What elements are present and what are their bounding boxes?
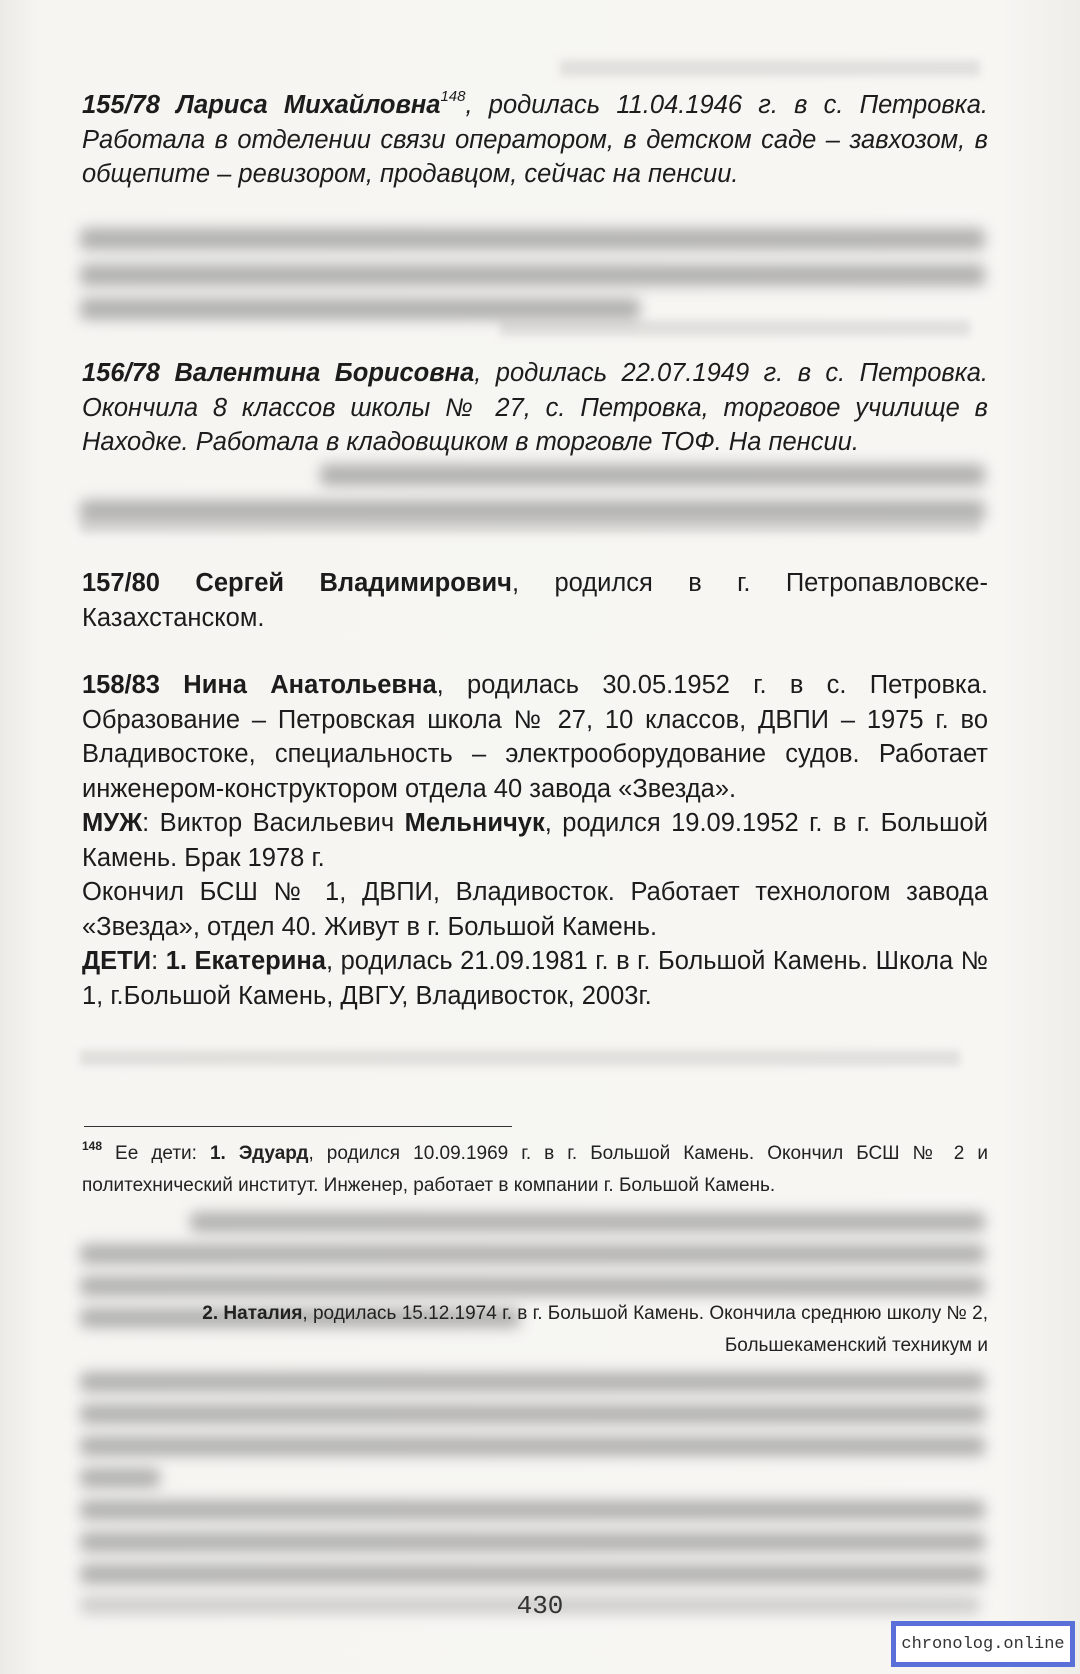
redacted-line: [80, 500, 985, 522]
person-name: Нина Анатольевна: [183, 671, 437, 699]
child-name: 1. Екатерина: [165, 947, 326, 975]
children-label: ДЕТИ: [82, 947, 152, 975]
husband-surname: Мельничук: [404, 809, 545, 837]
entry-code: 158/83: [82, 671, 160, 699]
footnote-divider: [84, 1126, 512, 1127]
husband-name: : Виктор Васильевич: [142, 809, 405, 837]
bleed-through-text: [80, 1050, 960, 1066]
bleed-through-text: [500, 320, 970, 336]
person-name: Лариса Михайловна: [176, 91, 441, 119]
redacted-line: [80, 1468, 160, 1488]
redacted-line: [80, 298, 640, 320]
entry-155: [82, 88, 988, 192]
redacted-line: [80, 1532, 985, 1552]
entry-text: , родилась 11.04.1946 г. в с. Петровка. Работала в отделении связи оператором, в детском саде – завхозом, в общепите – ревизором, продавцом, сейчас на пенсии.: [82, 91, 988, 188]
page-number: 430: [516, 1591, 564, 1621]
redacted-line: [80, 1436, 985, 1456]
footnote-number: 148: [82, 1139, 103, 1153]
child-text: , родилась 21.09.1981 г. в г. Большой Камень. Школа № 1, г.Большой Камень, ДВГУ, Владивосток, 2003г.: [82, 947, 989, 1010]
entry-157: [82, 566, 988, 635]
redacted-line: [80, 1372, 985, 1392]
footnote-child-text: , родился 10.09.1969 г. в г. Большой Камень. Окончил БСШ № 2 и политехнический институт. Инженер, работает в компании г. Большой Камень.: [82, 1143, 988, 1196]
entry-code: 157/80: [82, 569, 160, 597]
watermark-badge: [891, 1621, 1075, 1667]
redacted-line: [320, 464, 985, 486]
redacted-line: [80, 1500, 985, 1520]
redacted-line: [80, 1404, 985, 1424]
person-name: Валентина Борисовна: [174, 359, 475, 387]
entry-text: , родился в г. Петропавловске-Казахстанском.: [82, 569, 988, 632]
footnote-child-name: 1. Эдуард: [209, 1143, 309, 1164]
footnote-intro: Ее дети:: [102, 1143, 210, 1164]
footnote-ref[interactable]: 148: [440, 88, 466, 105]
entry-text: , родилась 22.07.1949 г. в с. Петровка. Окончила 8 классов школы № 27, с. Петровка, торговое училище в Находке. Работала в кладовщиком в торговле ТОФ. На пенсии.: [82, 359, 988, 456]
footnote-child-text: , родилась 15.12.1974 г. в г. Большой Камень. Окончила среднюю школу № 2, Большекаменский техникум и: [302, 1303, 988, 1356]
redacted-line: [80, 1276, 985, 1296]
footnote-148: [82, 1138, 988, 1202]
redacted-line: [190, 1212, 985, 1232]
redacted-line: [80, 1244, 985, 1264]
redacted-line: [80, 228, 985, 250]
watermark-text: chronolog.online: [896, 1626, 1070, 1662]
husband-label: МУЖ: [82, 809, 143, 837]
redacted-line: [80, 264, 985, 286]
husband-text: , родился 19.09.1952 г. в г. Большой Камень. Брак 1978 г.: [82, 809, 988, 872]
redacted-line: [80, 1564, 985, 1584]
entry-code: 155/78: [82, 91, 160, 119]
person-name: Сергей Владимирович: [195, 569, 512, 597]
bleed-through-text: [560, 60, 980, 76]
entry-156: [82, 356, 988, 460]
footnote-child-name: 2. Наталия: [202, 1303, 303, 1324]
husband-details: Окончил БСШ № 1, ДВПИ, Владивосток. Работает технологом завода «Звезда», отдел 40. Живут в г. Большой Камень.: [82, 878, 988, 941]
entry-text: , родилась 30.05.1952 г. в с. Петровка. Образование – Петровская школа № 27, 10 классов, ДВПИ – 1975 г. во Владивостоке, специальность – электрооборудование судов. Работает инженером-конструктором отдела 40 завода «Звезда».: [82, 671, 988, 803]
entry-code: 156/78: [82, 359, 160, 387]
footnote-continued: [82, 1298, 988, 1362]
entry-158: 158/83 Нина Анатольевна, родилась 30.05.1952 г. в с. Петровка. Образование – Петровская школа № 27, 10 классов, ДВПИ – 1975 г. во Владивостоке, специальность – электрооборудование судов. Работает инженером-конструктором отдела 40 завода «Звезда». МУЖ: Виктор Васильевич Мельничук, родился 19.09.1952 г. в г. Большой Камень. Брак 1978 г. Окончил БСШ № 1, ДВПИ, Владивосток. Работает технологом завода «Звезда», отдел 40. Живут в г. Большой Камень. ДЕТИ: 1. Екатерина, родилась 21.09.1981 г. в г. Большой Камень. Школа № 1, г.Большой Камень, ДВГУ, Владивосток, 2003г.: [82, 671, 989, 1010]
